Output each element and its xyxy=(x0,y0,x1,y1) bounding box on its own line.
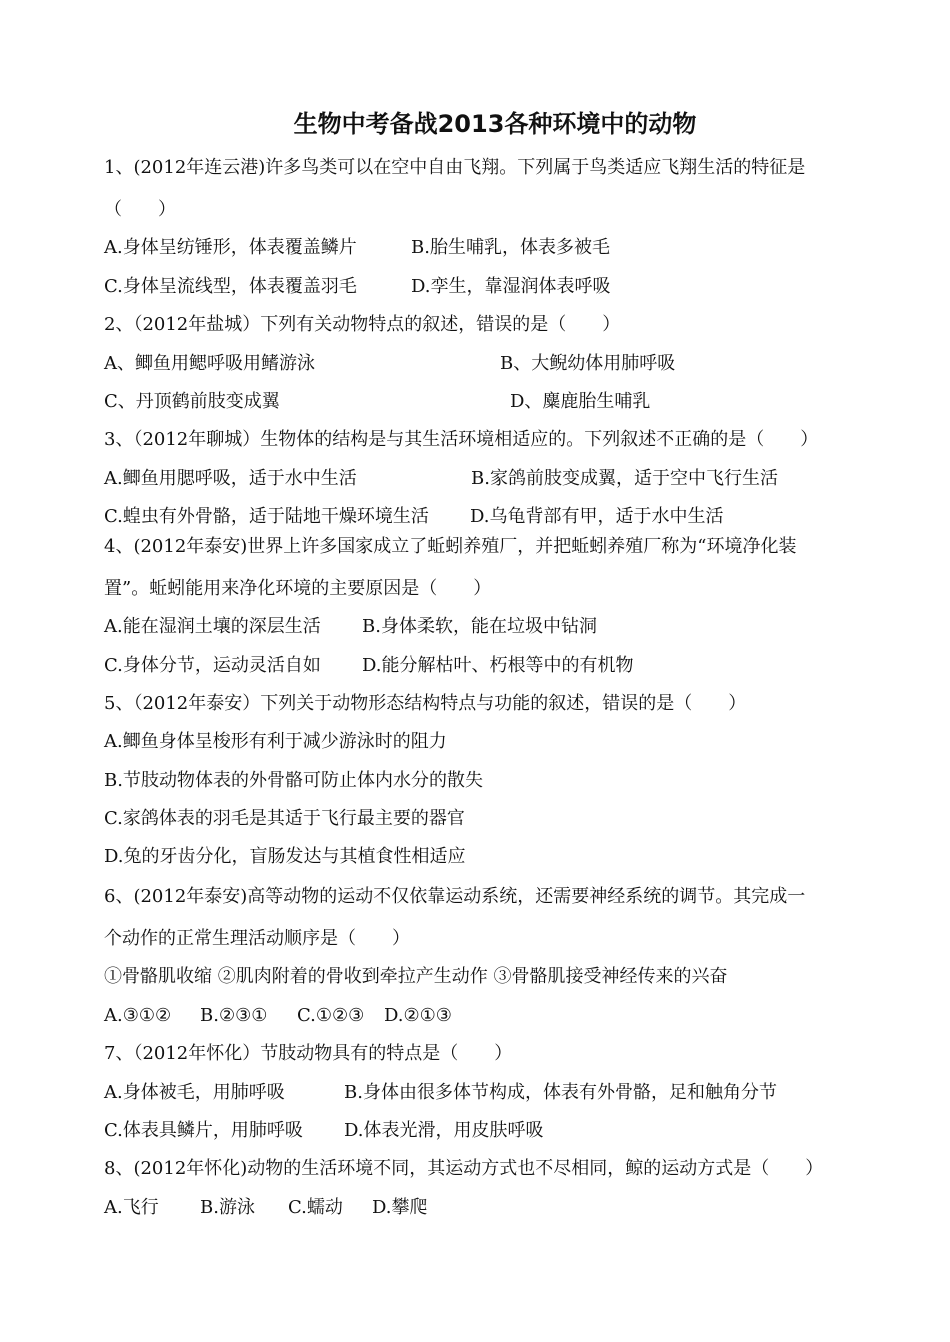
question-4-option-c: C.身体分节，运动灵活自如 xyxy=(104,655,321,676)
question-6-option-c: C.①②③ xyxy=(297,1005,365,1026)
question-3-option-b: B.家鸽前肢变成翼，适于空中飞行生活 xyxy=(471,468,778,489)
question-7-options-row-1 xyxy=(104,1080,777,1106)
question-4-options-row-2 xyxy=(104,653,634,679)
question-2-option-d: D、麋鹿胎生哺乳 xyxy=(510,391,651,412)
question-1-blank: （ ） xyxy=(104,199,176,220)
question-2-stem: 2、（2012年盐城）下列有关动物特点的叙述，错误的是（ ） xyxy=(104,314,621,335)
question-7-option-b: B.身体由很多体节构成，体表有外骨骼，足和触角分节 xyxy=(344,1082,777,1103)
question-3-option-a: A.鲫鱼用腮呼吸，适于水中生活 xyxy=(104,468,357,489)
question-2-option-a: A、鲫鱼用鳃呼吸用鳍游泳 xyxy=(104,353,315,374)
question-1-option-c: C.身体呈流线型，体表覆盖羽毛 xyxy=(104,276,357,297)
question-5-option-d: D.兔的牙齿分化，盲肠发达与其植食性相适应 xyxy=(104,846,466,867)
question-5-stem: 5、（2012年泰安）下列关于动物形态结构特点与功能的叙述，错误的是（ ） xyxy=(104,693,747,714)
question-4-stem: 4、(2012年泰安)世界上许多国家成立了蚯蚓养殖厂，并把蚯蚓养殖厂称为“环境净化装 xyxy=(104,536,797,557)
question-4-option-b: B.身体柔软，能在垃圾中钻洞 xyxy=(362,616,597,637)
question-6-steps: ①骨骼肌收缩 ②肌肉附着的骨收到牵拉产生动作 ③骨骼肌接受神经传来的兴奋 xyxy=(104,966,728,987)
question-6-stem-continued: 个动作的正常生理活动顺序是（ ） xyxy=(104,928,410,949)
question-8-option-d: D.攀爬 xyxy=(372,1197,428,1218)
question-8-option-c: C.蠕动 xyxy=(288,1197,343,1218)
question-3-options-row-2 xyxy=(104,504,724,530)
question-8-option-a: A.飞行 xyxy=(104,1197,159,1218)
question-8-options-row xyxy=(104,1195,428,1221)
question-2-options-row-2 xyxy=(104,389,651,415)
question-3-option-d: D.乌龟背部有甲，适于水中生活 xyxy=(470,506,724,527)
question-7-option-c: C.体表具鳞片，用肺呼吸 xyxy=(104,1120,303,1141)
question-5-option-a: A.鲫鱼身体呈梭形有利于减少游泳时的阻力 xyxy=(104,731,447,752)
question-5-option-b: B.节肢动物体表的外骨骼可防止体内水分的散失 xyxy=(104,770,483,791)
page-title: 生物中考备战2013各种环境中的动物 xyxy=(293,110,697,138)
question-4-stem-continued: 置”。蚯蚓能用来净化环境的主要原因是（ ） xyxy=(104,578,492,599)
question-3-stem: 3、（2012年聊城）生物体的结构是与其生活环境相适应的。下列叙述不正确的是（ ） xyxy=(104,429,819,450)
question-3-options-row-1 xyxy=(104,466,778,492)
question-4-option-a: A.能在湿润土壤的深层生活 xyxy=(104,616,321,637)
question-4-option-d: D.能分解枯叶、朽根等中的有机物 xyxy=(362,655,634,676)
question-7-option-d: D.体表光滑，用皮肤呼吸 xyxy=(344,1120,544,1141)
question-2-options-row-1 xyxy=(104,351,676,377)
question-6-options-row xyxy=(104,1003,452,1029)
question-1-options-row-2 xyxy=(104,274,611,300)
question-1-options-row-1 xyxy=(104,235,610,261)
question-5-option-c: C.家鸽体表的羽毛是其适于飞行最主要的器官 xyxy=(104,808,465,829)
question-1-option-b: B.胎生哺乳，体表多被毛 xyxy=(411,237,610,258)
question-2-option-c: C、丹顶鹤前肢变成翼 xyxy=(104,391,280,412)
question-7-options-row-2 xyxy=(104,1118,544,1144)
question-7-stem: 7、（2012年怀化）节肢动物具有的特点是（ ） xyxy=(104,1043,513,1064)
question-6-option-b: B.②③① xyxy=(200,1005,268,1026)
question-2-option-b: B、大鲵幼体用肺呼吸 xyxy=(500,353,676,374)
question-7-option-a: A.身体被毛，用肺呼吸 xyxy=(104,1082,285,1103)
question-3-option-c: C.蝗虫有外骨骼，适于陆地干燥环境生活 xyxy=(104,506,429,527)
question-8-stem: 8、(2012年怀化)动物的生活环境不同，其运动方式也不尽相同，鲸的运动方式是（ ） xyxy=(104,1158,824,1179)
question-6-stem: 6、(2012年泰安)高等动物的运动不仅依靠运动系统，还需要神经系统的调节。其完成一 xyxy=(104,886,806,907)
question-1-stem: 1、(2012年连云港)许多鸟类可以在空中自由飞翔。下列属于鸟类适应飞翔生活的特征是 xyxy=(104,157,806,178)
question-1-option-d: D.孪生，靠湿润体表呼吸 xyxy=(411,276,611,297)
question-8-option-b: B.游泳 xyxy=(200,1197,255,1218)
question-6-option-d: D.②①③ xyxy=(384,1005,452,1026)
question-1-option-a: A.身体呈纺锤形，体表覆盖鳞片 xyxy=(104,237,357,258)
question-6-option-a: A.③①② xyxy=(104,1005,172,1026)
question-4-options-row-1 xyxy=(104,614,597,640)
